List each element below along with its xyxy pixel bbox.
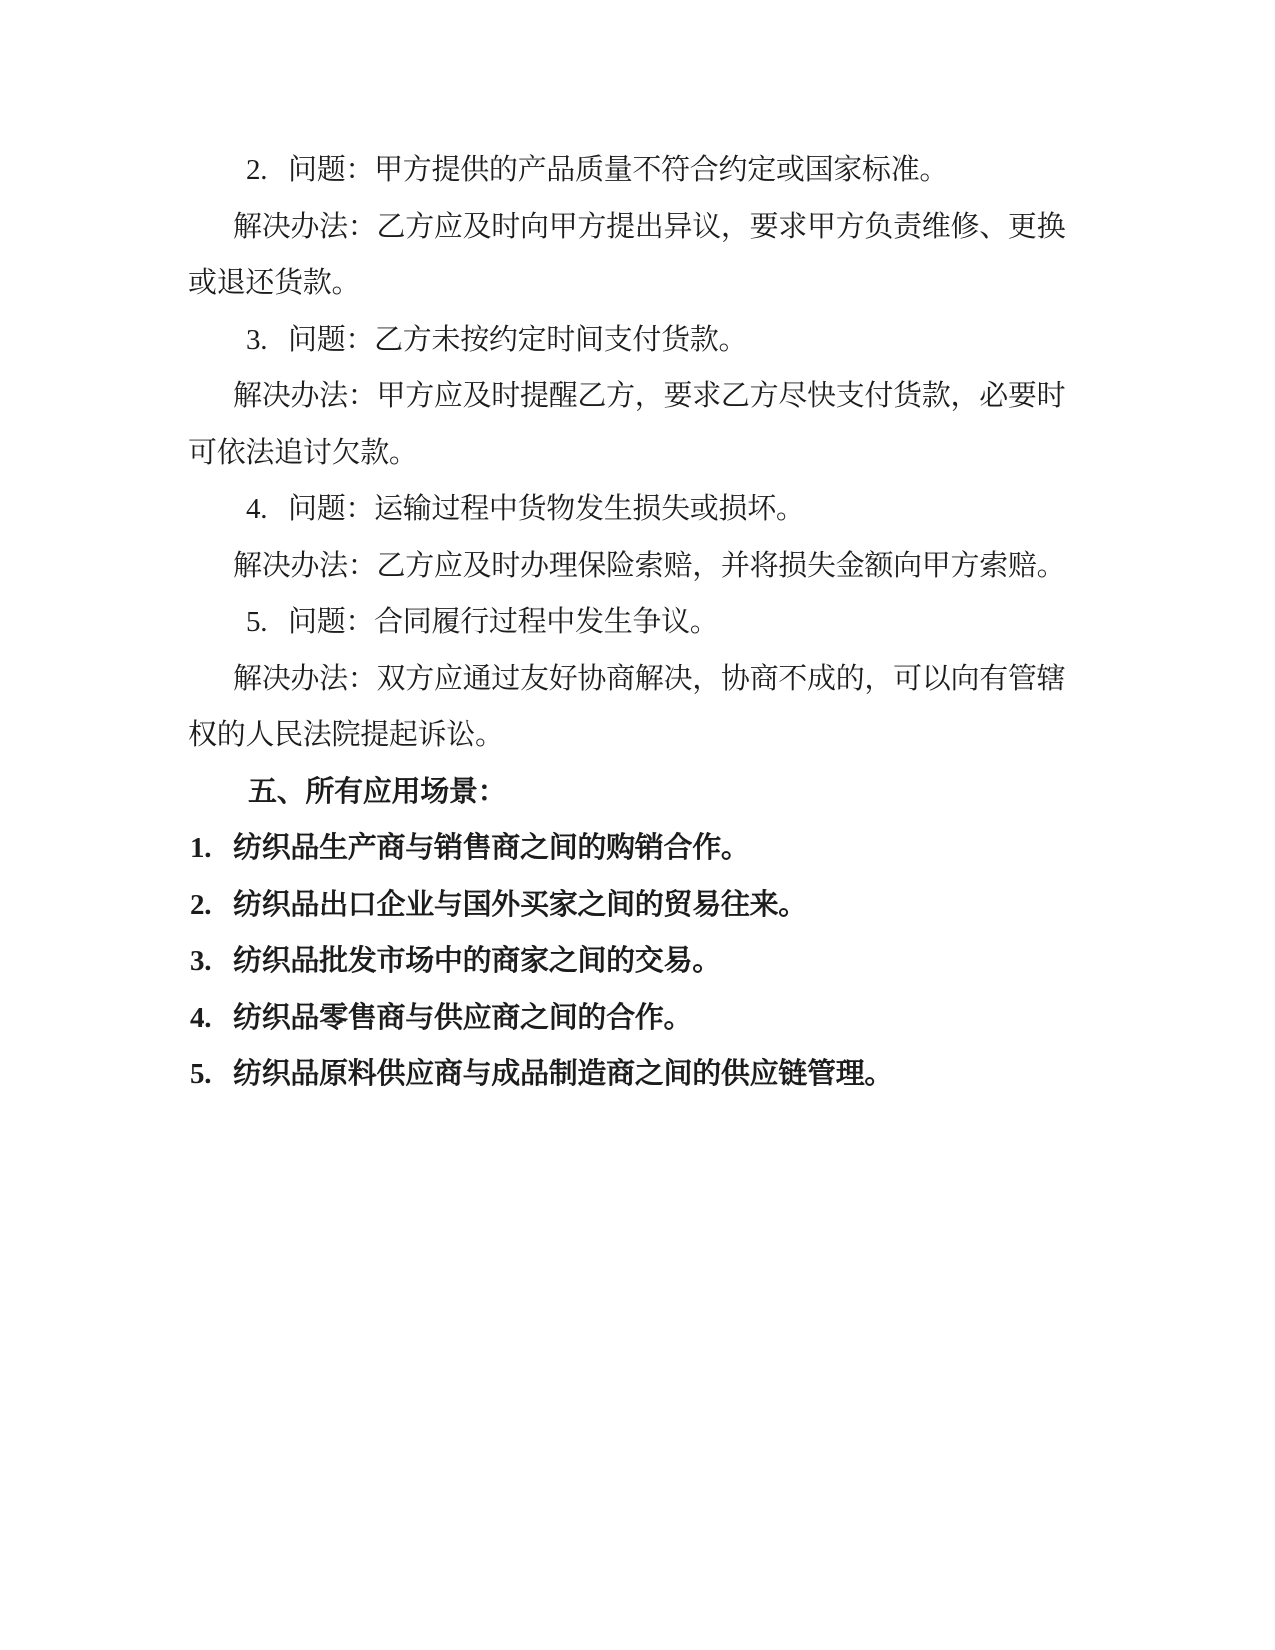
scenario-item-4-number: 4. [190, 1001, 212, 1034]
scenario-item-2-text: 纺织品出口企业与国外买家之间的贸易往来。 [233, 888, 808, 921]
scenario-item-1-number: 1. [190, 832, 212, 864]
scenario-item-5 [188, 1046, 1148, 1103]
qa-item-5-problem-text: 问题：合同履行过程中发生争议。 [288, 606, 719, 638]
scenario-item-1-text: 纺织品生产商与销售商之间的购销合作。 [233, 832, 750, 864]
scenario-item-3-text: 纺织品批发市场中的商家之间的交易。 [233, 945, 721, 977]
scenario-item-4-text: 纺织品零售商与供应商之间的合作。 [233, 1001, 693, 1034]
scenario-item-4 [188, 990, 1148, 1047]
qa-item-4-number: 4. [246, 493, 268, 525]
qa-item-2-problem-line [188, 142, 1148, 199]
scenario-item-3 [188, 933, 1148, 990]
qa-item-2-solution-line-1: 解决办法：乙方应及时向甲方提出异议，要求甲方负责维修、更换 [233, 210, 1066, 243]
qa-item-3-number: 3. [246, 323, 268, 356]
qa-item-4-problem-text: 问题：运输过程中货物发生损失或损坏。 [288, 493, 805, 525]
qa-item-2-solution-line-2: 或退还货款。 [188, 267, 361, 299]
document-content [188, 142, 1148, 1103]
scenario-item-2 [188, 877, 1148, 934]
qa-item-5-solution-line-1: 解决办法：双方应通过友好协商解决，协商不成的，可以向有管辖 [233, 662, 1066, 695]
qa-item-4-problem-line [188, 481, 1148, 538]
qa-item-5-number: 5. [246, 606, 268, 638]
qa-item-2-problem-text: 问题：甲方提供的产品质量不符合约定或国家标准。 [288, 154, 949, 186]
scenarios-section-heading: 五、所有应用场景： [248, 775, 507, 808]
qa-item-4-solution-line-1: 解决办法：乙方应及时办理保险索赔，并将损失金额向甲方索赔。 [233, 549, 1066, 582]
scenario-item-2-number: 2. [190, 888, 212, 921]
qa-item-3-solution-line-2: 可依法追讨欠款。 [188, 436, 418, 469]
scenario-item-5-number: 5. [190, 1058, 212, 1090]
qa-item-2-number: 2. [246, 154, 268, 186]
scenario-item-1 [188, 820, 1148, 877]
qa-item-5-solution-line-2: 权的人民法院提起诉讼。 [188, 719, 504, 751]
scenario-item-5-text: 纺织品原料供应商与成品制造商之间的供应链管理。 [233, 1058, 894, 1090]
qa-item-3-problem-text: 问题：乙方未按约定时间支付货款。 [288, 323, 748, 356]
qa-item-3-problem-line [188, 312, 1148, 369]
qa-item-3-solution-line-1: 解决办法：甲方应及时提醒乙方，要求乙方尽快支付货款，必要时 [233, 380, 1066, 412]
scenario-item-3-number: 3. [190, 945, 212, 977]
qa-item-5-problem-line [188, 594, 1148, 651]
